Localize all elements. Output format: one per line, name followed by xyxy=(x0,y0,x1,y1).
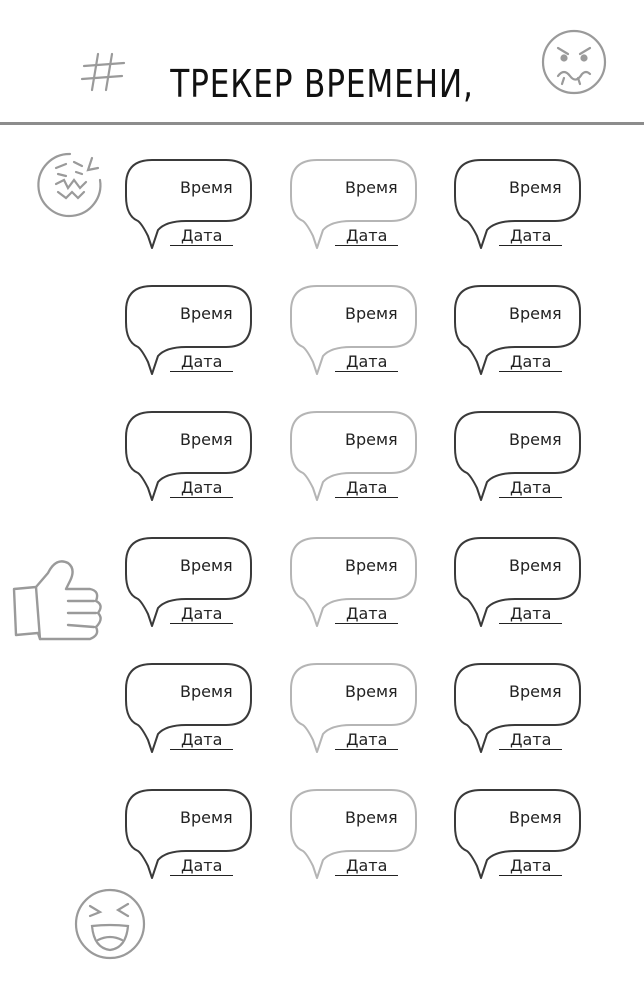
date-label: Дата xyxy=(510,604,552,623)
time-label: Время xyxy=(509,556,562,575)
date-label: Дата xyxy=(346,856,388,875)
date-underline xyxy=(499,497,562,498)
time-entry-bubble[interactable] xyxy=(453,158,583,258)
date-label: Дата xyxy=(510,478,552,497)
time-entry-bubble[interactable] xyxy=(124,284,254,384)
date-underline xyxy=(335,749,398,750)
time-entry-bubble[interactable] xyxy=(124,410,254,510)
time-entry-bubble[interactable] xyxy=(453,662,583,762)
time-label: Время xyxy=(509,178,562,197)
time-label: Время xyxy=(509,808,562,827)
date-underline xyxy=(170,875,233,876)
date-label: Дата xyxy=(510,730,552,749)
time-entry-bubble[interactable] xyxy=(124,536,254,636)
date-label: Дата xyxy=(346,226,388,245)
time-entry-bubble[interactable] xyxy=(453,788,583,888)
date-underline xyxy=(335,623,398,624)
date-underline xyxy=(335,497,398,498)
time-entry-bubble[interactable] xyxy=(289,662,419,762)
date-label: Дата xyxy=(346,604,388,623)
date-underline xyxy=(335,875,398,876)
time-label: Время xyxy=(180,430,233,449)
date-label: Дата xyxy=(510,856,552,875)
date-label: Дата xyxy=(510,226,552,245)
date-label: Дата xyxy=(510,352,552,371)
time-label: Время xyxy=(345,304,398,323)
time-entry-bubble[interactable] xyxy=(289,284,419,384)
time-entry-bubble[interactable] xyxy=(289,158,419,258)
date-label: Дата xyxy=(181,604,223,623)
date-underline xyxy=(499,749,562,750)
date-underline xyxy=(170,749,233,750)
date-label: Дата xyxy=(181,856,223,875)
time-label: Время xyxy=(345,430,398,449)
time-label: Время xyxy=(345,178,398,197)
time-entry-bubble[interactable] xyxy=(124,158,254,258)
time-label: Время xyxy=(509,682,562,701)
time-label: Время xyxy=(180,304,233,323)
date-underline xyxy=(335,371,398,372)
page-title: ТРЕКЕР ВРЕМЕНИ, xyxy=(170,62,474,106)
date-label: Дата xyxy=(346,730,388,749)
time-label: Время xyxy=(345,556,398,575)
date-label: Дата xyxy=(181,352,223,371)
time-label: Время xyxy=(345,808,398,827)
date-label: Дата xyxy=(181,226,223,245)
time-label: Время xyxy=(180,682,233,701)
date-underline xyxy=(499,875,562,876)
date-underline xyxy=(499,371,562,372)
date-underline xyxy=(170,245,233,246)
date-label: Дата xyxy=(346,478,388,497)
date-label: Дата xyxy=(346,352,388,371)
time-label: Время xyxy=(180,808,233,827)
time-label: Время xyxy=(345,682,398,701)
date-underline xyxy=(170,623,233,624)
time-entry-bubble[interactable] xyxy=(124,788,254,888)
date-underline xyxy=(499,623,562,624)
time-entry-bubble[interactable] xyxy=(289,788,419,888)
date-label: Дата xyxy=(181,730,223,749)
time-entry-bubble[interactable] xyxy=(453,536,583,636)
date-underline xyxy=(170,371,233,372)
time-label: Время xyxy=(180,178,233,197)
time-label: Время xyxy=(509,304,562,323)
time-label: Время xyxy=(180,556,233,575)
time-entry-bubble[interactable] xyxy=(289,410,419,510)
date-label: Дата xyxy=(181,478,223,497)
time-entry-bubble[interactable] xyxy=(453,284,583,384)
date-underline xyxy=(335,245,398,246)
time-label: Время xyxy=(509,430,562,449)
time-entry-bubble[interactable] xyxy=(124,662,254,762)
time-entry-bubble[interactable] xyxy=(289,536,419,636)
date-underline xyxy=(499,245,562,246)
date-underline xyxy=(170,497,233,498)
time-entry-bubble[interactable] xyxy=(453,410,583,510)
